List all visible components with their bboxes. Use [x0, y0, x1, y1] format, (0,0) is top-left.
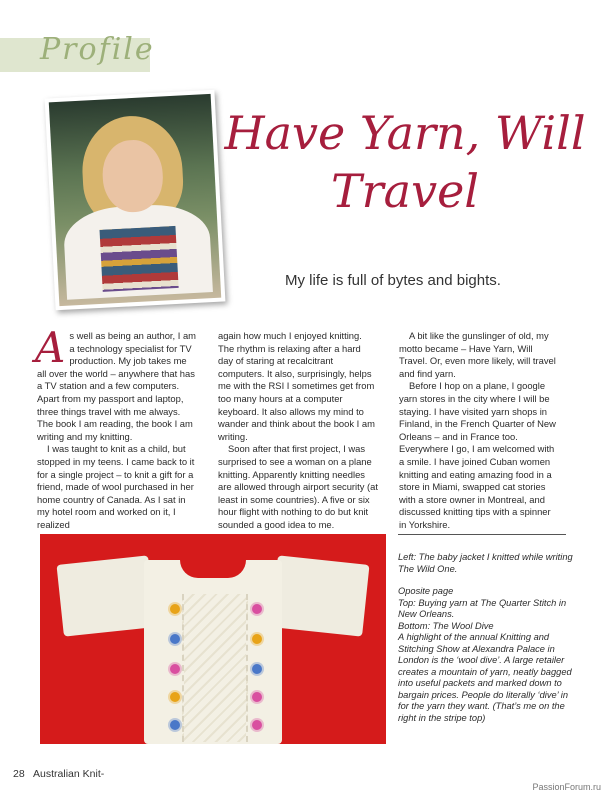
caption-left: Left: The baby jacket I knitted while writing The Wild One. [398, 552, 573, 574]
page-footer [13, 768, 104, 780]
jacket-neckline [180, 560, 246, 578]
section-label: Profile [40, 32, 155, 67]
baby-jacket-photo [40, 534, 386, 744]
headline [220, 104, 590, 220]
drop-cap: A [35, 323, 66, 372]
jacket-lace-panel [182, 594, 248, 742]
paragraph: Before I hop on a plane, I google yarn stores in the city where I will be staying. I have visited yarn shops in Finland, in the French Quarter of New Orleans – and in France too. Everywhere I go, I am welcomed with a smile. I have joined Cuban women knitting and eating amazing food in a store in Miami, swapped cat stories with a store owner in Montreal, and discussed knitting tips with a spinner in Yorkshire. [399, 380, 556, 530]
paragraph: again how much I enjoyed knitting. The rhythm is relaxing after a hard day of staring at recalcitrant computers. It also, surprisingly, helps me with the RSI I sometimes get from too many hours at a computer keyboard. It also allows my mind to wander and think about the book I am writing. [218, 330, 375, 442]
author-photo-frame [45, 90, 226, 311]
flower-button [252, 604, 262, 614]
flower-button [252, 664, 262, 674]
paragraph: Soon after that first project, I was surprised to see a woman on a plane knitting. Apparently knitting needles are allowed through airport security (at least in some countries). A five or six hour flight with nothing to do but knit sounded a good idea to me. [218, 443, 378, 530]
flower-button [170, 634, 180, 644]
paragraph: A bit like the gunslinger of old, my motto became – Have Yarn, Will Travel. Or, even more likely, will travel and find yarn. [399, 330, 556, 379]
flower-button [170, 720, 180, 730]
headline-line1: Have Yarn, Will [224, 106, 586, 160]
flower-button [252, 720, 262, 730]
jacket-left-sleeve [56, 555, 155, 636]
watermark: PassionForum.ru [532, 782, 601, 792]
subtitle: My life is full of bytes and bights. [285, 272, 501, 289]
article-column-3 [399, 330, 559, 532]
caption-opposite: Oposite page Top: Buying yarn at The Quarter Stitch in New Orleans. Bottom: The Wool Dive A highlight of the annual Knitting and Stitching Show at Alexandra Palace in London is the ‘wool dive’. A large retailer creates a mountain of yarn, neatly bagged into useful packets and marked down to bargain prices. People do literally ‘dive’ in for the yarn they want. (That’s me on the right in the stripe top) [398, 586, 572, 723]
flower-button [170, 604, 180, 614]
article-column-2 [218, 330, 378, 532]
author-photo [49, 94, 221, 306]
magazine-name: Australian Knit- [33, 768, 105, 780]
page-number: 28 [13, 768, 25, 780]
flower-button [170, 664, 180, 674]
caption-divider [398, 534, 566, 535]
paragraph: I was taught to knit as a child, but stopped in my teens. I came back to it for a single project – to knit a gift for a friend, made of wool purchased in her home country of Canada. As I sat in my hotel room and worked on it, I realized [37, 443, 195, 530]
jacket-right-sleeve [270, 555, 369, 636]
headline-line2: Travel [330, 164, 480, 218]
flower-button [252, 692, 262, 702]
flower-button [252, 634, 262, 644]
photo-book-stack [100, 226, 179, 292]
photo-caption [398, 552, 573, 735]
paragraph: s well as being an author, I am a technology specialist for TV production. My job takes me all over the world – anywhere that has a TV station and a few computers. Apart from my passport and laptop, three things travel with me always. The book I am reading, the book I am writing and my knitting. [37, 330, 196, 442]
flower-button [170, 692, 180, 702]
article-column-1 [35, 323, 197, 532]
